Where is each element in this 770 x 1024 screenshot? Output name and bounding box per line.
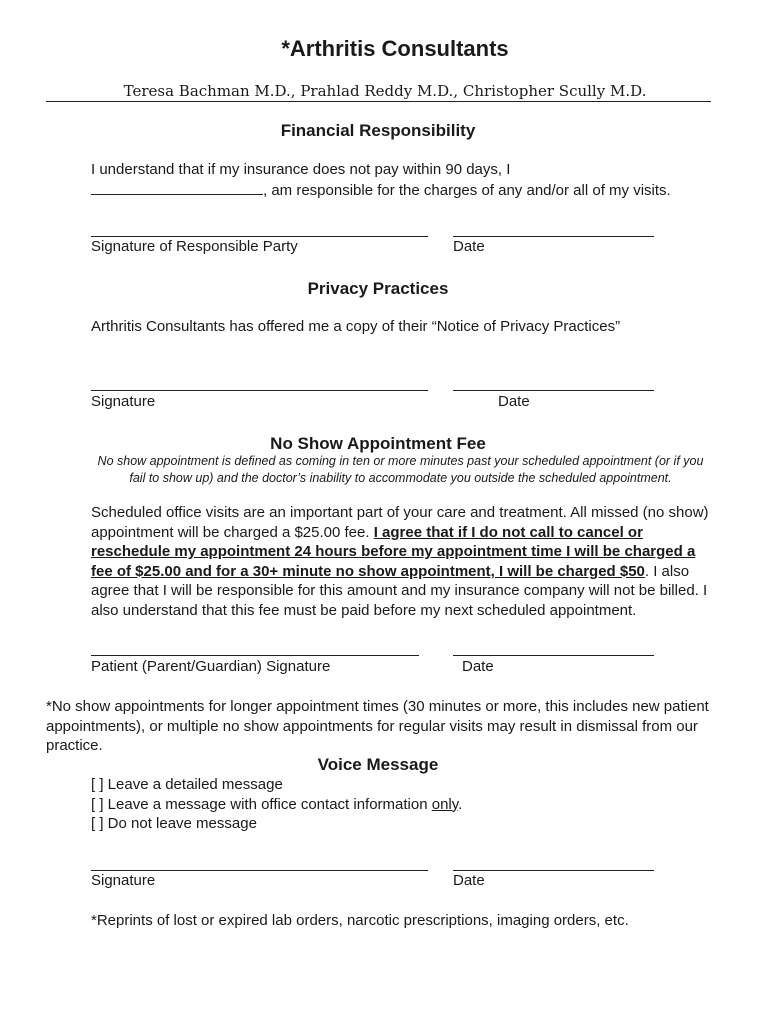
financial-line2: , am responsible for the charges of any and/or all of my visits.	[263, 181, 671, 199]
noshow-rest: . I also agree that I will be responsible for this amount and my insurance company will not be billed. I also understand that this fee must be paid before my next scheduled appointment.	[91, 562, 708, 619]
noshow-paragraph	[91, 503, 716, 620]
financial-date-line[interactable]	[453, 236, 654, 237]
noshow-definition-note: No show appointment is defined as coming in ten or more minutes past your scheduled appointment (or if you fail to show up) and the doctor’s inability to accommodate you outside the scheduled appointment.	[97, 454, 704, 485]
financial-signature-label: Signature of Responsible Party	[91, 238, 298, 255]
financial-date-label: Date	[453, 238, 485, 255]
voice-options	[91, 775, 731, 834]
privacy-date-line[interactable]	[453, 390, 654, 391]
header-divider	[46, 101, 711, 102]
voice-date-line[interactable]	[453, 870, 654, 871]
privacy-date-label: Date	[498, 393, 530, 410]
noshow-date-line[interactable]	[453, 655, 654, 656]
financial-line1: I understand that if my insurance does not pay within 90 days, I	[91, 161, 511, 178]
noshow-intro: Scheduled office visits are an important part of your care and treatment. All missed (no show) appointment will be charged a $25.00 fee.	[91, 504, 709, 541]
voice-option-none[interactable]: [ ] Do not leave message	[91, 815, 257, 832]
financial-signature-line[interactable]	[91, 236, 428, 237]
voice-signature-label: Signature	[91, 872, 156, 889]
voice-date-label: Date	[453, 872, 485, 889]
privacy-signature-label: Signature	[91, 393, 156, 410]
voice-option-detailed[interactable]: [ ] Leave a detailed message	[91, 776, 283, 793]
voice-option-contact-info[interactable]	[91, 795, 731, 815]
financial-heading: Financial Responsibility	[280, 121, 476, 140]
privacy-signature-line[interactable]	[91, 390, 428, 391]
noshow-signature-label: Patient (Parent/Guardian) Signature	[91, 658, 331, 675]
noshow-signature-line[interactable]	[91, 655, 419, 656]
voice-option2-suffix: .	[458, 795, 463, 813]
voice-option2-only: only	[431, 795, 459, 813]
privacy-heading: Privacy Practices	[307, 279, 449, 298]
voice-heading: Voice Message	[317, 755, 439, 774]
page-title: *Arthritis Consultants	[281, 36, 509, 61]
doctors-list: Teresa Bachman M.D., Prahlad Reddy M.D., Christopher Scully M.D.	[123, 82, 647, 100]
reprints-note: *Reprints of lost or expired lab orders, narcotic prescriptions, imaging orders, etc.	[91, 912, 629, 929]
noshow-agreement: I agree that if I do not call to cancel or reschedule my appointment 24 hours before my appointment time I will be charged a fee of $25.00 and for a 30+ minute no show appointment, I will be charged $50	[91, 523, 696, 580]
dismissal-note: *No show appointments for longer appointment times (30 minutes or more, this includes new patient appointments), or multiple no show appointments for regular visits may result in dismissal from our practice.	[46, 698, 709, 754]
voice-option2-prefix: [ ] Leave a message with office contact information	[91, 795, 432, 813]
name-blank-field[interactable]	[91, 180, 263, 195]
noshow-heading: No Show Appointment Fee	[270, 434, 486, 453]
financial-text	[91, 160, 731, 200]
voice-signature-line[interactable]	[91, 870, 428, 871]
noshow-date-label: Date	[462, 658, 494, 675]
privacy-text: Arthritis Consultants has offered me a copy of their “Notice of Privacy Practices”	[91, 318, 621, 335]
